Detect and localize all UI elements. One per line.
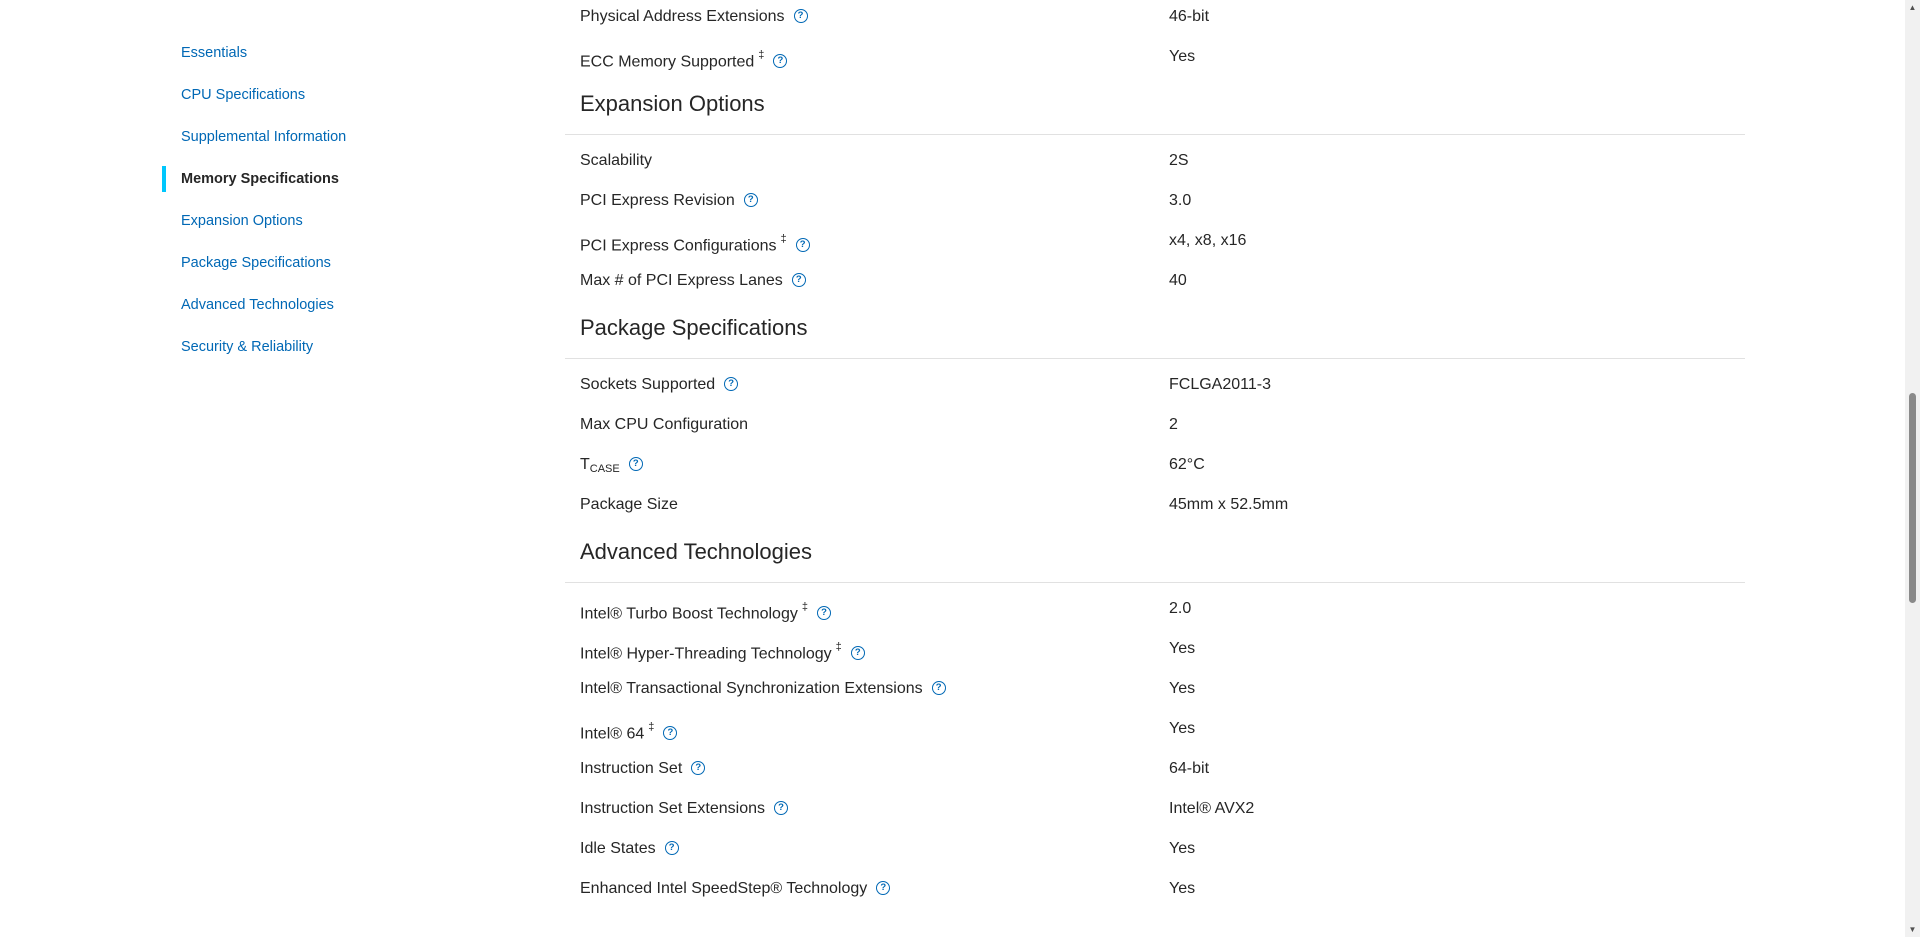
help-icon[interactable]: ? <box>665 841 679 855</box>
spec-label: Instruction Set Extensions ? <box>580 789 788 829</box>
section-title: Advanced Technologies <box>580 539 812 564</box>
sidebar-item-package-specifications[interactable]: Package Specifications <box>181 255 331 271</box>
spec-label: ECC Memory Supported ‡ ? <box>580 37 787 82</box>
spec-label: PCI Express Configurations ‡ ? <box>580 221 810 266</box>
tcase-subscript: CASE <box>589 463 620 475</box>
spec-value: Yes <box>1169 720 1196 737</box>
spec-row-tcase <box>565 445 1745 485</box>
spec-value: Yes <box>1169 48 1196 65</box>
dagger-footnote-mark: ‡ <box>648 721 655 733</box>
sidebar-item-memory-specifications[interactable]: Memory Specifications <box>162 158 502 200</box>
section-divider <box>565 358 1745 359</box>
section-title: Package Specifications <box>580 315 808 340</box>
spec-value: 40 <box>1169 272 1187 289</box>
help-icon[interactable]: ? <box>629 457 643 471</box>
spec-label: Scalability <box>580 152 653 169</box>
spec-row-ecc-memory-supported <box>565 37 1745 77</box>
spec-row-tsx <box>565 669 1745 709</box>
spec-row-intel-64 <box>565 709 1745 749</box>
spec-row-hyper-threading <box>565 629 1745 669</box>
spec-value: 46-bit <box>1169 8 1210 25</box>
spec-label: TCASE ? <box>580 445 643 486</box>
section-divider <box>565 134 1745 135</box>
spec-label: Idle States ? <box>580 829 679 869</box>
help-icon[interactable]: ? <box>932 681 946 695</box>
section-divider <box>565 582 1745 583</box>
help-icon[interactable]: ? <box>774 801 788 815</box>
spec-value: Intel® AVX2 <box>1169 800 1255 817</box>
spec-label: Physical Address Extensions ? <box>580 0 808 37</box>
spec-row-turbo-boost <box>565 589 1745 629</box>
spec-value: 2.0 <box>1169 600 1192 617</box>
page-scrollbar[interactable] <box>1905 0 1920 937</box>
sidebar-item-security-reliability[interactable]: Security & Reliability <box>181 339 314 355</box>
spec-value: 3.0 <box>1169 192 1192 209</box>
spec-label: Max # of PCI Express Lanes ? <box>580 261 806 301</box>
spec-value: 2S <box>1169 152 1189 169</box>
spec-label: Package Size <box>580 496 678 513</box>
spec-content <box>565 0 1745 909</box>
spec-value: x4, x8, x16 <box>1169 232 1247 249</box>
spec-label: Instruction Set ? <box>580 749 705 789</box>
sidebar-item-essentials[interactable]: Essentials <box>181 45 248 61</box>
spec-row-package-size <box>565 485 1745 525</box>
spec-row-scalability <box>565 141 1745 181</box>
dagger-footnote-mark: ‡ <box>835 641 842 653</box>
sidebar-item-supplemental-information[interactable]: Supplemental Information <box>181 129 347 145</box>
scroll-down-icon[interactable]: ▼ <box>1908 925 1917 934</box>
spec-value: 45mm x 52.5mm <box>1169 496 1289 513</box>
help-icon[interactable]: ? <box>817 606 831 620</box>
scrollbar-thumb[interactable] <box>1909 393 1916 603</box>
spec-label: Intel® 64 ‡ ? <box>580 709 677 754</box>
spec-row-idle-states <box>565 829 1745 869</box>
spec-value: 64-bit <box>1169 760 1210 777</box>
section-package-specifications <box>565 301 1745 359</box>
spec-value: Yes <box>1169 840 1196 857</box>
spec-label: Sockets Supported ? <box>580 365 738 405</box>
sidebar-item-expansion-options[interactable]: Expansion Options <box>181 213 303 229</box>
spec-row-sockets-supported <box>565 365 1745 405</box>
spec-row-instruction-set-extensions <box>565 789 1745 829</box>
section-expansion-options <box>565 77 1745 135</box>
spec-row-enhanced-speedstep <box>565 869 1745 909</box>
help-icon[interactable]: ? <box>792 273 806 287</box>
spec-row-pci-express-revision <box>565 181 1745 221</box>
section-advanced-technologies <box>565 525 1745 583</box>
sidebar-item-advanced-technologies[interactable]: Advanced Technologies <box>181 297 334 313</box>
spec-label: Max CPU Configuration <box>580 416 749 433</box>
spec-label: Intel® Hyper-Threading Technology ‡ ? <box>580 629 865 674</box>
dagger-footnote-mark: ‡ <box>758 49 765 61</box>
help-icon[interactable]: ? <box>744 193 758 207</box>
spec-value: Yes <box>1169 880 1196 897</box>
sidebar-item-cpu-specifications[interactable]: CPU Specifications <box>181 87 306 103</box>
help-icon[interactable]: ? <box>691 761 705 775</box>
spec-value: FCLGA2011-3 <box>1169 376 1271 393</box>
spec-label: PCI Express Revision ? <box>580 181 758 221</box>
spec-label: Intel® Turbo Boost Technology ‡ ? <box>580 589 831 634</box>
spec-row-physical-address-extensions <box>565 0 1745 37</box>
spec-sidebar-nav <box>162 32 502 368</box>
help-icon[interactable]: ? <box>724 377 738 391</box>
spec-value: 2 <box>1169 416 1178 433</box>
help-icon[interactable]: ? <box>794 9 808 23</box>
spec-row-max-pci-express-lanes <box>565 261 1745 301</box>
spec-row-pci-express-configurations <box>565 221 1745 261</box>
help-icon[interactable]: ? <box>851 646 865 660</box>
spec-value: Yes <box>1169 640 1196 657</box>
spec-value: Yes <box>1169 680 1196 697</box>
dagger-footnote-mark: ‡ <box>780 233 787 245</box>
scroll-up-icon[interactable]: ▲ <box>1908 3 1917 12</box>
help-icon[interactable]: ? <box>663 726 677 740</box>
spec-label: Intel® Transactional Synchronization Extensions ? <box>580 669 946 709</box>
dagger-footnote-mark: ‡ <box>801 601 808 613</box>
spec-row-instruction-set <box>565 749 1745 789</box>
help-icon[interactable]: ? <box>876 881 890 895</box>
help-icon[interactable]: ? <box>773 54 787 68</box>
spec-label: Enhanced Intel SpeedStep® Technology ? <box>580 869 890 909</box>
help-icon[interactable]: ? <box>796 238 810 252</box>
spec-row-max-cpu-configuration <box>565 405 1745 445</box>
spec-value: 62°C <box>1169 456 1205 473</box>
section-title: Expansion Options <box>580 91 765 116</box>
